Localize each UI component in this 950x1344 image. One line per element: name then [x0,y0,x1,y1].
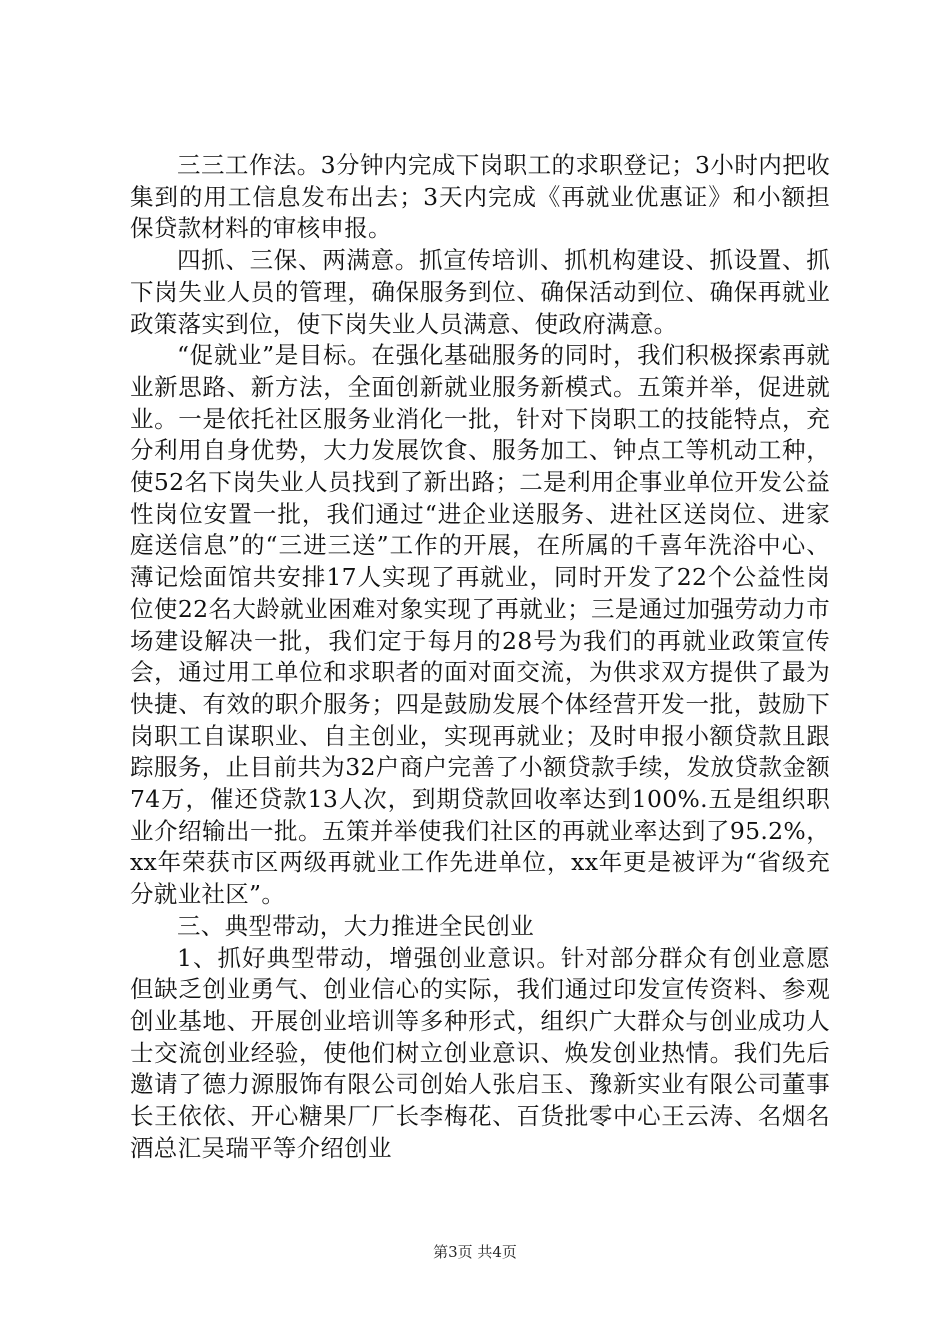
page-number-footer: 第3页 共4页 [433,1243,517,1261]
section-heading-entrepreneurship: 三、典型带动，大力推进全民创业 [177,911,534,940]
paragraph-promote-employment: “促就业”是目标。在强化基础服务的同时，我们积极探索再就业新思路、新方法，全面创新就业服务新模式。五策并举，促进就业。一是依托社区服务业消化一批，针对下岗职工的技能特点，充分利用自身优势，大力发展饮食、服务加工、钟点工等机动工种，使52名下岗失业人员找到了新出路；二是利用企事业单位开发公益性岗位安置一批，我们通过“进企业送服务、进社区送岗位、进家庭送信息”的“三进三送”工作的开展，在所属的千喜年洗浴中心、薄记烩面馆共安排17人实现了再就业，同时开发了22个公益性岗位使22名大龄就业困难对象实现了再就业；三是通过加强劳动力市场建设解决一批，我们定于每月的28号为我们的再就业政策宣传会，通过用工单位和求职者的面对面交流，为供求双方提供了最为快捷、有效的职介服务；四是鼓励发展个体经营开发一批，鼓励下岗职工自谋职业、自主创业，实现再就业；及时申报小额贷款且跟踪服务，止目前共为32户商户完善了小额贷款手续，发放贷款金额74万，催还贷款13人次，到期贷款回收率达到100%.五是组织职业介绍输出一批。五策并举使我们社区的再就业率达到了95.2%，xx年荣获市区两级再就业工作先进单位，xx年更是被评为“省级充分就业社区”。 [130,341,830,909]
paragraph-three-three-method: 三三工作法。3分钟内完成下岗职工的求职登记；3小时内把收集到的用工信息发布出去；3天内完成《再就业优惠证》和小额担保贷款材料的审核申报。 [130,151,830,243]
document-body [130,150,830,1165]
paragraph-four-three-two: 四抓、三保、两满意。抓宣传培训、抓机构建设、抓设置、抓下岗失业人员的管理，确保服务到位、确保活动到位、确保再就业政策落实到位，使下岗失业人员满意、使政府满意。 [130,246,830,338]
paragraph-role-models: 1、抓好典型带动，增强创业意识。针对部分群众有创业意愿但缺乏创业勇气、创业信心的实际，我们通过印发宣传资料、参观创业基地、开展创业培训等多种形式，组织广大群众与创业成功人士交流创业经验，使他们树立创业意识、焕发创业热情。我们先后邀请了德力源服饰有限公司创始人张启玉、豫新实业有限公司董事长王依依、开心糖果厂厂长李梅花、百货批零中心王云涛、名烟名酒总汇吴瑞平等介绍创业 [130,943,830,1162]
